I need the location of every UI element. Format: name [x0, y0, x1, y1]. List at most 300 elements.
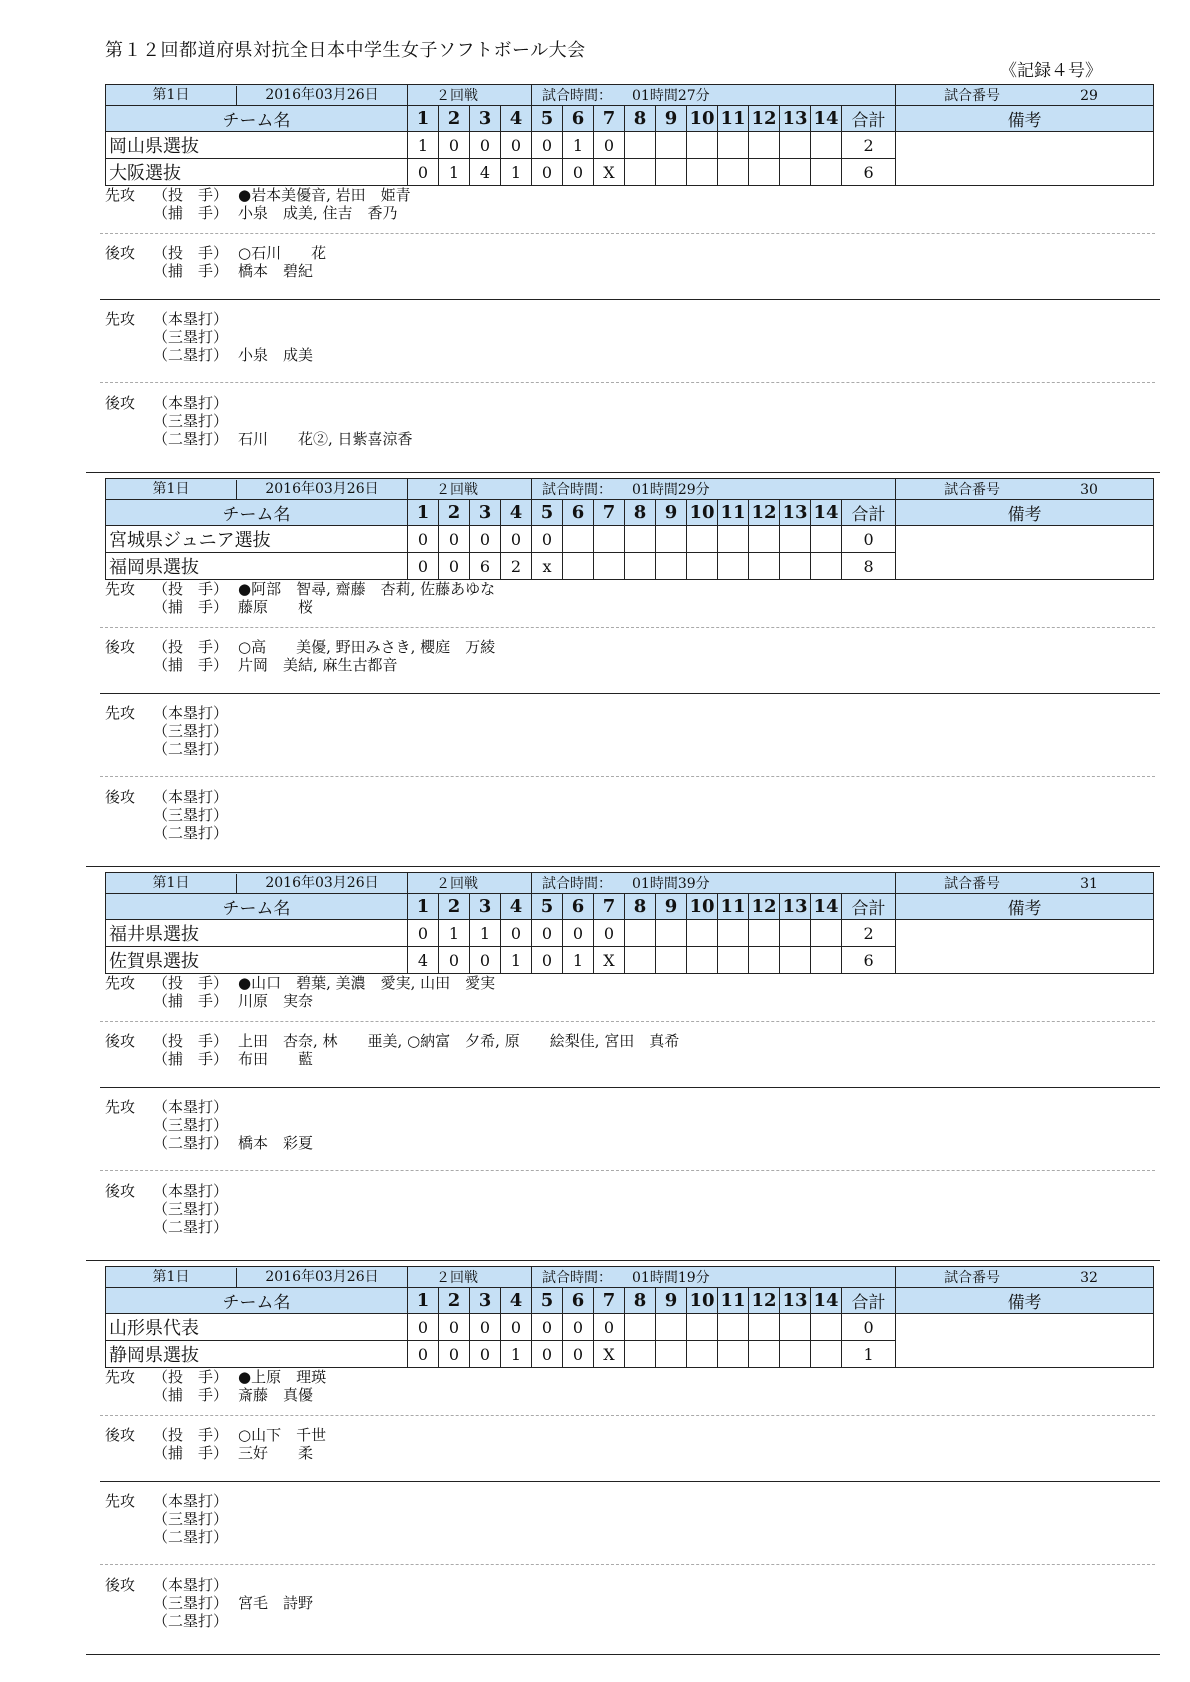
- team-total: 6: [842, 947, 896, 974]
- role-label: （捕 手）: [153, 1444, 229, 1462]
- remarks-cell: [896, 132, 1154, 186]
- game-time-value: 01時間27分: [632, 88, 710, 104]
- game-time: [532, 479, 896, 500]
- role-label: （二塁打）: [153, 1134, 229, 1152]
- role-label: （本塁打）: [153, 1182, 229, 1200]
- inning-score: [656, 947, 687, 974]
- team-total: 2: [842, 920, 896, 947]
- side-label: 後攻: [105, 1182, 136, 1200]
- role-label: （投 手）: [153, 638, 229, 656]
- game-time-value: 01時間39分: [632, 876, 710, 892]
- inning-score: 4: [408, 947, 439, 974]
- dashed-divider: [100, 776, 1155, 777]
- inning-score: x: [532, 553, 563, 580]
- inning-score: [563, 553, 594, 580]
- role-label: （三塁打）: [153, 806, 229, 824]
- inning-score: [687, 1341, 718, 1368]
- game-day: 第1日: [106, 1268, 237, 1287]
- game-date: 2016年03月26日: [265, 86, 379, 103]
- role-label: （本塁打）: [153, 788, 229, 806]
- inning-score: [625, 159, 656, 186]
- role-label: （投 手）: [153, 244, 229, 262]
- remarks-header: 備考: [896, 894, 1154, 920]
- inning-header: 9: [656, 1288, 687, 1314]
- remarks-header: 備考: [896, 106, 1154, 132]
- score-table: [105, 84, 1154, 186]
- game-number: [896, 1267, 1154, 1288]
- player-names: ●岩本美優音, 岩田 姫青: [238, 186, 411, 204]
- team-name: 山形県代表: [106, 1314, 408, 1341]
- inning-score: 0: [408, 920, 439, 947]
- inning-header: 7: [594, 500, 625, 526]
- game-number: [896, 85, 1154, 106]
- role-label: （投 手）: [153, 580, 229, 598]
- inning-score: [687, 159, 718, 186]
- game-time-label: 試合時間：: [542, 482, 612, 498]
- inning-score: 0: [439, 947, 470, 974]
- remarks-header: 備考: [896, 500, 1154, 526]
- score-table: [105, 478, 1154, 580]
- inning-score: [780, 159, 811, 186]
- inning-score: [625, 526, 656, 553]
- team-total: 6: [842, 159, 896, 186]
- player-names: ●阿部 智尋, 齋藤 杏莉, 佐藤あゆな: [238, 580, 496, 598]
- inning-header: 14: [811, 106, 842, 132]
- inning-score: [656, 132, 687, 159]
- inning-header: 6: [563, 106, 594, 132]
- inning-score: 0: [563, 1314, 594, 1341]
- inning-score: 0: [594, 1314, 625, 1341]
- inning-header: 7: [594, 1288, 625, 1314]
- inning-score: 0: [408, 553, 439, 580]
- inning-score: 0: [470, 947, 501, 974]
- inning-header: 8: [625, 1288, 656, 1314]
- dashed-divider: [100, 1415, 1155, 1416]
- side-label: 先攻: [105, 1368, 136, 1386]
- inning-header: 7: [594, 894, 625, 920]
- inning-header: 10: [687, 500, 718, 526]
- team-name: 大阪選抜: [106, 159, 408, 186]
- inning-score: [718, 947, 749, 974]
- inning-score: 0: [470, 526, 501, 553]
- game-date: 2016年03月26日: [265, 480, 379, 497]
- inning-header: 6: [563, 1288, 594, 1314]
- inning-header: 10: [687, 106, 718, 132]
- role-label: （三塁打）: [153, 1594, 229, 1612]
- game-time-label: 試合時間：: [542, 1270, 612, 1286]
- inning-score: [780, 553, 811, 580]
- inning-header: 3: [470, 1288, 501, 1314]
- inning-header: 7: [594, 106, 625, 132]
- inning-header: 1: [408, 500, 439, 526]
- role-label: （二塁打）: [153, 740, 229, 758]
- game-number: [896, 479, 1154, 500]
- inning-score: [625, 1341, 656, 1368]
- inning-header: 5: [532, 894, 563, 920]
- inning-score: 0: [532, 526, 563, 553]
- side-label: 先攻: [105, 974, 136, 992]
- inning-header: 1: [408, 106, 439, 132]
- game-time: [532, 873, 896, 894]
- dashed-divider: [100, 1021, 1155, 1022]
- inning-header: 3: [470, 894, 501, 920]
- role-label: （三塁打）: [153, 1116, 229, 1134]
- inning-score: 0: [470, 1314, 501, 1341]
- inning-score: 1: [563, 132, 594, 159]
- inning-score: [811, 1341, 842, 1368]
- inning-score: 0: [501, 1314, 532, 1341]
- inning-header: 2: [439, 894, 470, 920]
- role-label: （捕 手）: [153, 992, 229, 1010]
- total-header: 合計: [842, 1288, 896, 1314]
- inning-score: [749, 132, 780, 159]
- inning-header: 10: [687, 894, 718, 920]
- inning-score: [656, 553, 687, 580]
- side-label: 先攻: [105, 704, 136, 722]
- inning-score: 0: [563, 1341, 594, 1368]
- role-label: （本塁打）: [153, 310, 229, 328]
- inning-header: 14: [811, 894, 842, 920]
- inning-score: 1: [563, 947, 594, 974]
- role-label: （投 手）: [153, 974, 229, 992]
- game-round: ２回戦: [408, 479, 532, 500]
- inning-score: [687, 920, 718, 947]
- team-name: 福岡県選抜: [106, 553, 408, 580]
- team-name-header: チーム名: [106, 106, 408, 132]
- inning-score: 0: [470, 132, 501, 159]
- team-name: 静岡県選抜: [106, 1341, 408, 1368]
- inning-header: 2: [439, 500, 470, 526]
- team-name-header: チーム名: [106, 894, 408, 920]
- team-total: 0: [842, 1314, 896, 1341]
- inning-score: [625, 920, 656, 947]
- inning-score: [718, 526, 749, 553]
- inning-header: 2: [439, 1288, 470, 1314]
- team-name: 福井県選抜: [106, 920, 408, 947]
- inning-score: [625, 132, 656, 159]
- inning-score: [749, 526, 780, 553]
- inning-score: X: [594, 1341, 625, 1368]
- inning-score: 0: [439, 1341, 470, 1368]
- total-header: 合計: [842, 500, 896, 526]
- inning-score: [780, 947, 811, 974]
- role-label: （二塁打）: [153, 430, 229, 448]
- inning-score: 0: [501, 526, 532, 553]
- inning-header: 12: [749, 500, 780, 526]
- inning-score: [718, 132, 749, 159]
- inning-header: 3: [470, 500, 501, 526]
- inning-score: [718, 920, 749, 947]
- side-label: 後攻: [105, 788, 136, 806]
- role-label: （投 手）: [153, 1368, 229, 1386]
- inning-score: 0: [532, 159, 563, 186]
- dashed-divider: [100, 233, 1155, 234]
- inning-score: [718, 553, 749, 580]
- document-title: 第１２回都道府県対抗全日本中学生女子ソフトボール大会: [105, 40, 586, 61]
- inning-score: 0: [563, 159, 594, 186]
- inning-header: 10: [687, 1288, 718, 1314]
- inning-header: 11: [718, 1288, 749, 1314]
- dashed-divider: [100, 382, 1155, 383]
- inning-score: 0: [532, 1341, 563, 1368]
- inning-score: [749, 947, 780, 974]
- role-label: （三塁打）: [153, 328, 229, 346]
- role-label: （二塁打）: [153, 1612, 229, 1630]
- player-names: 川原 実奈: [238, 992, 314, 1010]
- game-round: ２回戦: [408, 1267, 532, 1288]
- inning-header: 14: [811, 500, 842, 526]
- total-header: 合計: [842, 106, 896, 132]
- team-name-header: チーム名: [106, 1288, 408, 1314]
- role-label: （投 手）: [153, 1426, 229, 1444]
- game-number-label: 試合番号: [944, 482, 1001, 498]
- inning-score: [811, 132, 842, 159]
- inning-score: [718, 1341, 749, 1368]
- team-total: 0: [842, 526, 896, 553]
- inning-score: 0: [408, 526, 439, 553]
- inning-header: 3: [470, 106, 501, 132]
- inning-score: [718, 159, 749, 186]
- inning-score: 0: [532, 947, 563, 974]
- player-names: ○石川 花: [238, 244, 327, 262]
- player-names: 宮毛 詩野: [238, 1594, 314, 1612]
- inning-header: 11: [718, 106, 749, 132]
- role-label: （本塁打）: [153, 394, 229, 412]
- section-divider: [100, 693, 1160, 694]
- inning-header: 9: [656, 894, 687, 920]
- game-divider: [86, 1260, 1160, 1261]
- inning-score: 0: [532, 132, 563, 159]
- game-number-value: 31: [1080, 876, 1098, 892]
- inning-header: 12: [749, 106, 780, 132]
- inning-header: 9: [656, 106, 687, 132]
- inning-score: [811, 947, 842, 974]
- inning-score: [625, 1314, 656, 1341]
- role-label: （捕 手）: [153, 204, 229, 222]
- team-total: 1: [842, 1341, 896, 1368]
- score-table: [105, 1266, 1154, 1368]
- side-label: 先攻: [105, 580, 136, 598]
- inning-score: 0: [408, 1314, 439, 1341]
- player-names: ●上原 理瑛: [238, 1368, 327, 1386]
- inning-header: 5: [532, 1288, 563, 1314]
- total-header: 合計: [842, 894, 896, 920]
- inning-header: 11: [718, 500, 749, 526]
- inning-score: 1: [470, 920, 501, 947]
- inning-header: 6: [563, 894, 594, 920]
- game-time-value: 01時間19分: [632, 1270, 710, 1286]
- inning-header: 13: [780, 106, 811, 132]
- inning-score: [811, 920, 842, 947]
- inning-header: 1: [408, 894, 439, 920]
- inning-score: [687, 553, 718, 580]
- inning-score: [687, 132, 718, 159]
- role-label: （捕 手）: [153, 1050, 229, 1068]
- role-label: （本塁打）: [153, 704, 229, 722]
- inning-score: 0: [501, 132, 532, 159]
- inning-score: 0: [532, 1314, 563, 1341]
- role-label: （捕 手）: [153, 656, 229, 674]
- inning-score: [687, 526, 718, 553]
- inning-header: 13: [780, 1288, 811, 1314]
- role-label: （二塁打）: [153, 1218, 229, 1236]
- game-time-label: 試合時間：: [542, 876, 612, 892]
- player-names: 橋本 彩夏: [238, 1134, 314, 1152]
- inning-header: 1: [408, 1288, 439, 1314]
- inning-score: 0: [532, 920, 563, 947]
- player-names: 片岡 美結, 麻生古都音: [238, 656, 398, 674]
- side-label: 後攻: [105, 1426, 136, 1444]
- player-names: 橋本 碧紀: [238, 262, 314, 280]
- game-day: 第1日: [106, 874, 237, 893]
- game-divider: [86, 1654, 1160, 1655]
- inning-score: 0: [408, 1341, 439, 1368]
- game-number-value: 30: [1080, 482, 1098, 498]
- dashed-divider: [100, 1170, 1155, 1171]
- role-label: （三塁打）: [153, 722, 229, 740]
- inning-header: 4: [501, 894, 532, 920]
- inning-score: 4: [470, 159, 501, 186]
- inning-header: 4: [501, 1288, 532, 1314]
- side-label: 先攻: [105, 310, 136, 328]
- inning-score: 1: [408, 132, 439, 159]
- player-names: 石川 花②, 日紫喜涼香: [238, 430, 413, 448]
- side-label: 後攻: [105, 394, 136, 412]
- side-label: 後攻: [105, 1576, 136, 1594]
- inning-header: 5: [532, 106, 563, 132]
- inning-score: [656, 1341, 687, 1368]
- inning-score: 2: [501, 553, 532, 580]
- game-time: [532, 1267, 896, 1288]
- side-label: 後攻: [105, 638, 136, 656]
- inning-score: X: [594, 159, 625, 186]
- team-total: 2: [842, 132, 896, 159]
- inning-header: 11: [718, 894, 749, 920]
- role-label: （二塁打）: [153, 346, 229, 364]
- score-table: [105, 872, 1154, 974]
- inning-header: 4: [501, 106, 532, 132]
- role-label: （二塁打）: [153, 824, 229, 842]
- inning-score: [656, 920, 687, 947]
- remarks-header: 備考: [896, 1288, 1154, 1314]
- inning-score: [780, 526, 811, 553]
- team-name: 宮城県ジュニア選抜: [106, 526, 408, 553]
- inning-score: 1: [439, 159, 470, 186]
- game-divider: [86, 866, 1160, 867]
- inning-header: 2: [439, 106, 470, 132]
- game-time-value: 01時間29分: [632, 482, 710, 498]
- player-names: 小泉 成美: [238, 346, 314, 364]
- game-round: ２回戦: [408, 873, 532, 894]
- inning-score: 1: [501, 159, 532, 186]
- inning-score: 0: [439, 1314, 470, 1341]
- inning-score: 6: [470, 553, 501, 580]
- remarks-cell: [896, 526, 1154, 580]
- inning-score: [749, 1314, 780, 1341]
- side-label: 先攻: [105, 1492, 136, 1510]
- game-time: [532, 85, 896, 106]
- inning-header: 9: [656, 500, 687, 526]
- inning-header: 8: [625, 894, 656, 920]
- team-total: 8: [842, 553, 896, 580]
- inning-score: [780, 1314, 811, 1341]
- inning-score: [749, 920, 780, 947]
- inning-score: [563, 526, 594, 553]
- inning-score: X: [594, 947, 625, 974]
- game-divider: [86, 472, 1160, 473]
- player-names: ○高 美優, 野田みさき, 櫻庭 万綾: [238, 638, 496, 656]
- inning-score: [687, 1314, 718, 1341]
- inning-header: 4: [501, 500, 532, 526]
- game-number-value: 29: [1080, 88, 1098, 104]
- inning-score: [780, 132, 811, 159]
- role-label: （本塁打）: [153, 1492, 229, 1510]
- role-label: （捕 手）: [153, 598, 229, 616]
- inning-score: [656, 159, 687, 186]
- side-label: 後攻: [105, 244, 136, 262]
- game-number-value: 32: [1080, 1270, 1098, 1286]
- inning-score: 0: [563, 920, 594, 947]
- inning-score: [749, 1341, 780, 1368]
- inning-score: [749, 553, 780, 580]
- role-label: （捕 手）: [153, 1386, 229, 1404]
- game-date: 2016年03月26日: [265, 1268, 379, 1285]
- role-label: （三塁打）: [153, 412, 229, 430]
- inning-score: [811, 553, 842, 580]
- inning-score: [718, 1314, 749, 1341]
- inning-score: 0: [470, 1341, 501, 1368]
- game-number-label: 試合番号: [944, 1270, 1001, 1286]
- game-day: 第1日: [106, 86, 237, 105]
- game-number-label: 試合番号: [944, 88, 1001, 104]
- remarks-cell: [896, 920, 1154, 974]
- inning-score: 0: [408, 159, 439, 186]
- player-names: 小泉 成美, 住吉 香乃: [238, 204, 398, 222]
- player-names: 布田 藍: [238, 1050, 314, 1068]
- section-divider: [100, 1087, 1160, 1088]
- role-label: （投 手）: [153, 1032, 229, 1050]
- inning-score: [811, 526, 842, 553]
- inning-score: 0: [594, 920, 625, 947]
- role-label: （二塁打）: [153, 1528, 229, 1546]
- inning-score: 0: [439, 132, 470, 159]
- inning-header: 14: [811, 1288, 842, 1314]
- player-names: ○山下 千世: [238, 1426, 327, 1444]
- dashed-divider: [100, 627, 1155, 628]
- inning-score: 0: [439, 526, 470, 553]
- inning-score: 1: [439, 920, 470, 947]
- team-name: 岡山県選抜: [106, 132, 408, 159]
- side-label: 先攻: [105, 186, 136, 204]
- inning-header: 13: [780, 894, 811, 920]
- inning-header: 6: [563, 500, 594, 526]
- role-label: （本塁打）: [153, 1576, 229, 1594]
- remarks-cell: [896, 1314, 1154, 1368]
- player-names: 藤原 桜: [238, 598, 314, 616]
- inning-header: 5: [532, 500, 563, 526]
- inning-score: 0: [439, 553, 470, 580]
- inning-score: [625, 553, 656, 580]
- role-label: （三塁打）: [153, 1510, 229, 1528]
- inning-score: [625, 947, 656, 974]
- inning-score: [811, 159, 842, 186]
- game-date: 2016年03月26日: [265, 874, 379, 891]
- inning-score: [656, 526, 687, 553]
- team-name-header: チーム名: [106, 500, 408, 526]
- role-label: （本塁打）: [153, 1098, 229, 1116]
- section-divider: [100, 299, 1160, 300]
- player-names: 上田 杏奈, 林 亜美, ○納富 夕希, 原 絵梨佳, 宮田 真希: [238, 1032, 680, 1050]
